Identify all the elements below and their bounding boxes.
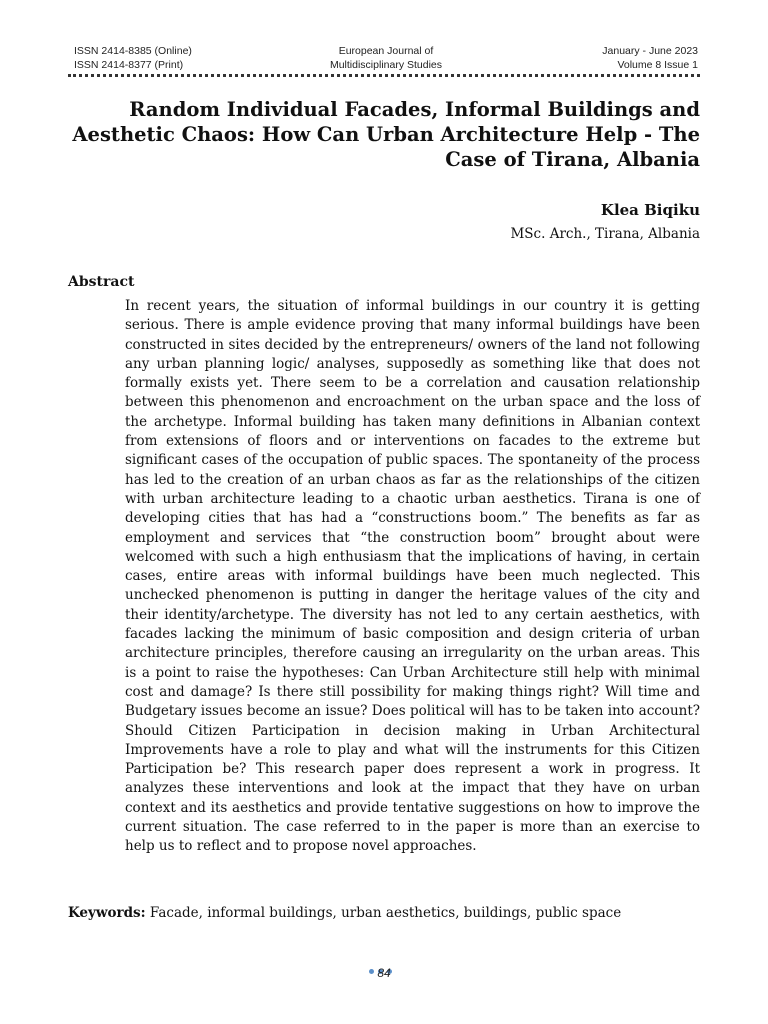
abstract-text: In recent years, the situation of informal buildings in our country it is getting serious. There is ample evidence proving that many informal buildings have been constructed in sites decided by the entrepreneurs/ owners of the land not following any urban planning logic/ analyses, supposedly as something like that does not formally exists yet. There seem to be a correlation and causation relationship between this phenomenon and encroachment on the urban space and the loss of the archetype. Informal building has taken many definitions in Albanian context from extensions of floors and or interventions on facades to the extreme but significant cases of the occupation of public spaces. The spontaneity of the process has led to the creation of an urban chaos as far as the relationships of the citizen with urban architecture leading to a chaotic urban aesthetics. Tirana is one of developing cities that has had a “constructions boom.” The benefits as far as employment and services that “the construction boom” brought about were welcomed with such a high enthusiasm that the implications of having, in certain cases, entire areas with informal buildings have been much neglected. This unchecked phenomenon is putting in danger the heritage values of the city and their identity/archetype. The diversity has not led to any certain aesthetics, with facades lacking the minimum of basic composition and design criteria of urban architecture principles, therefore causing an irregularity on the urban areas. This is a point to raise the hypotheses: Can Urban Architecture still help with minimal cost and damage? Is there still possibility for making things right? Will time and Budgetary issues become an issue? Does political will has to be taken into account? Should Citizen Participation in decision making in Urban Architectural Improvements have a role to play and what will the instruments for this Citizen Participation be? This research paper does represent a work in progress. It analyzes these interventions and look at the impact that they have on urban context and its aesthetics and provide tentative suggestions on how to improve the current situation. The case referred to in the paper is more than an exercise to help us to reflect and to propose novel approaches. bbox=[125, 298, 700, 855]
page-number: 84 bbox=[377, 966, 391, 980]
issn-print: ISSN 2414-8377 (Print) bbox=[74, 59, 184, 71]
header-issue bbox=[602, 44, 698, 72]
keywords-text: Facade, informal buildings, urban aesthetics, buildings, public space bbox=[145, 905, 622, 921]
issn-online: ISSN 2414-8385 (Online) bbox=[74, 45, 192, 57]
header-divider bbox=[68, 74, 700, 77]
keywords-label: Keywords: bbox=[68, 905, 146, 921]
author-affiliation: MSc. Arch., Tirana, Albania bbox=[510, 226, 700, 242]
abstract-heading: Abstract bbox=[68, 274, 135, 290]
issue-date: January - June 2023 bbox=[602, 45, 698, 57]
journal-name-line1: European Journal of bbox=[338, 45, 434, 57]
paper-title: Random Individual Facades, Informal Buildings and Aesthetic Chaos: How Can Urban Architecture Help - The Case of Tirana, Albania bbox=[72, 98, 700, 171]
author-name: Klea Biqiku bbox=[600, 201, 700, 219]
keywords-line bbox=[68, 903, 708, 923]
running-header bbox=[74, 44, 698, 76]
journal-name-line2: Multidisciplinary Studies bbox=[329, 59, 443, 71]
issue-volume: Volume 8 Issue 1 bbox=[617, 59, 698, 71]
